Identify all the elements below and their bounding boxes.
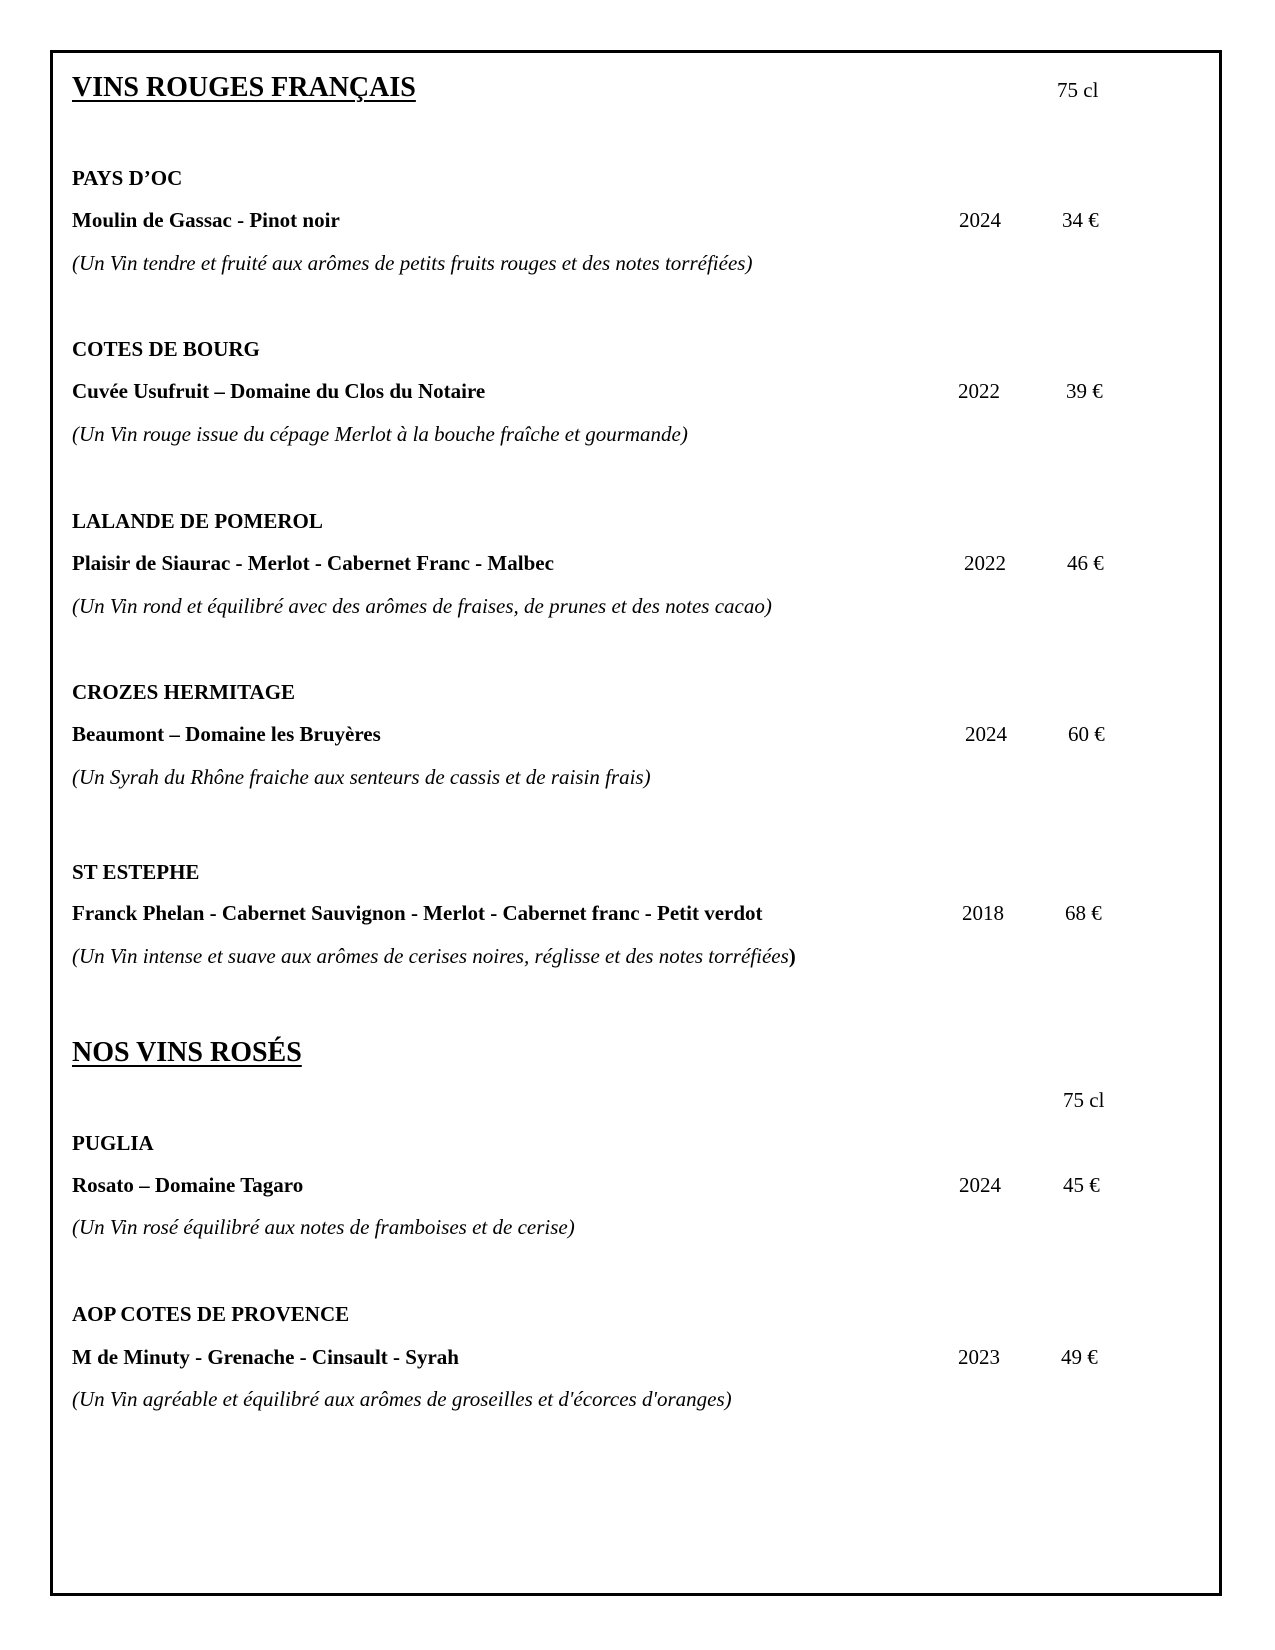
wine-price: 49 € xyxy=(1061,1345,1098,1369)
wine-vintage: 2023 xyxy=(958,1345,1000,1369)
wine-name: Beaumont – Domaine les Bruyères xyxy=(72,722,381,746)
region-label: AOP COTES DE PROVENCE xyxy=(72,1302,350,1326)
region-label: PUGLIA xyxy=(72,1131,154,1155)
wine-name: Rosato – Domaine Tagaro xyxy=(72,1173,304,1197)
wine-vintage: 2024 xyxy=(965,722,1007,746)
wine-description: (Un Syrah du Rhône fraiche aux senteurs de cassis et de raisin frais) xyxy=(72,765,651,789)
wine-price: 68 € xyxy=(1065,901,1102,925)
wine-vintage: 2018 xyxy=(962,901,1004,925)
wine-description-closing: ) xyxy=(788,944,796,968)
wine-name: Cuvée Usufruit – Domaine du Clos du Notaire xyxy=(72,379,486,403)
wine-price: 60 € xyxy=(1068,722,1105,746)
wine-price: 34 € xyxy=(1062,208,1099,232)
wine-name: Moulin de Gassac - Pinot noir xyxy=(72,208,340,232)
wine-description: (Un Vin agréable et équilibré aux arômes de groseilles et d'écorces d'oranges) xyxy=(72,1387,732,1411)
region-label: COTES DE BOURG xyxy=(72,337,260,361)
wine-description: (Un Vin tendre et fruité aux arômes de petits fruits rouges et des notes torréfiées) xyxy=(72,251,753,275)
section-title-red-wines: VINS ROUGES FRANÇAIS xyxy=(72,72,416,103)
wine-name: Franck Phelan - Cabernet Sauvignon - Merlot - Cabernet franc - Petit verdot xyxy=(72,901,763,925)
wine-vintage: 2024 xyxy=(959,208,1001,232)
wine-price: 45 € xyxy=(1063,1173,1100,1197)
wine-price: 46 € xyxy=(1067,551,1104,575)
wine-description: (Un Vin rond et équilibré avec des arômes de fraises, de prunes et des notes cacao) xyxy=(72,594,772,618)
volume-label-rose: 75 cl xyxy=(1063,1088,1105,1112)
wine-price: 39 € xyxy=(1066,379,1103,403)
wine-name: M de Minuty - Grenache - Cinsault - Syrah xyxy=(72,1345,459,1369)
wine-vintage: 2022 xyxy=(958,379,1000,403)
wine-description xyxy=(72,946,796,967)
wine-description: (Un Vin rosé équilibré aux notes de framboises et de cerise) xyxy=(72,1215,575,1239)
wine-description: (Un Vin rouge issue du cépage Merlot à la bouche fraîche et gourmande) xyxy=(72,422,688,446)
region-label: LALANDE DE POMEROL xyxy=(72,509,323,533)
region-label: PAYS D’OC xyxy=(72,166,183,190)
section-title-rose-wines: NOS VINS ROSÉS xyxy=(72,1037,302,1068)
wine-vintage: 2024 xyxy=(959,1173,1001,1197)
region-label: ST ESTEPHE xyxy=(72,860,200,884)
volume-label-red: 75 cl xyxy=(1057,78,1099,102)
wine-description-text: (Un Vin intense et suave aux arômes de cerises noires, réglisse et des notes torréfiées xyxy=(72,944,789,968)
region-label: CROZES HERMITAGE xyxy=(72,680,296,704)
wine-name: Plaisir de Siaurac - Merlot - Cabernet Franc - Malbec xyxy=(72,551,554,575)
wine-vintage: 2022 xyxy=(964,551,1006,575)
